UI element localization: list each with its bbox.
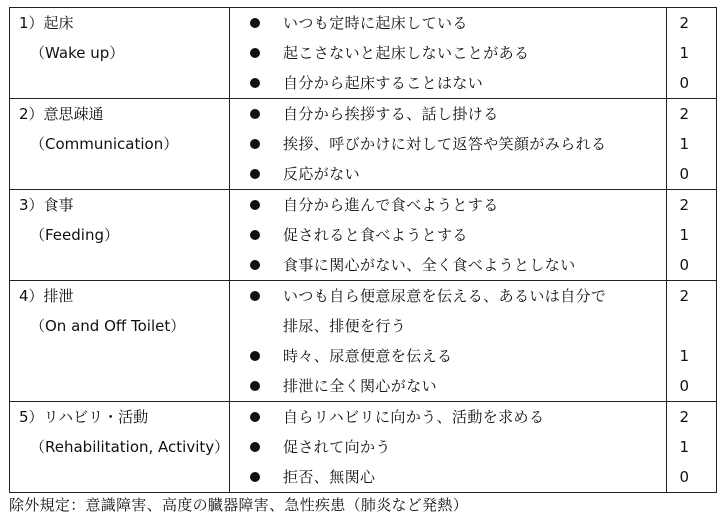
category-subtitle: （Wake up） (30, 44, 125, 62)
score-value: 1 (679, 347, 689, 365)
score-value: 1 (679, 135, 689, 153)
criterion-text: 時々、尿意便意を伝える (283, 347, 453, 365)
category-cell (10, 190, 230, 281)
bullet-icon (250, 472, 260, 482)
score-value: 2 (679, 14, 689, 32)
score-value: 0 (679, 377, 689, 395)
list-item (230, 281, 666, 341)
bullet-icon (250, 18, 260, 28)
criterion-text: 促されると食べようとする (283, 226, 468, 244)
score-value: 0 (679, 256, 689, 274)
criterion-text: 自分から進んで食べようとする (283, 196, 499, 214)
criterion-text: 自分から挨拶する、話し掛ける (283, 105, 499, 123)
bullet-icon (250, 109, 260, 119)
category-subtitle: （Feeding） (30, 226, 119, 244)
criteria-cell (230, 190, 667, 281)
score-cell (667, 99, 717, 190)
score-value: 2 (679, 105, 689, 123)
score-value: 0 (679, 74, 689, 92)
score-value: 1 (679, 44, 689, 62)
vitality-index-table (9, 7, 717, 493)
criterion-text: いつも定時に起床している (283, 14, 468, 32)
score-value: 1 (679, 438, 689, 456)
table-row (10, 190, 717, 281)
score-value: 1 (679, 226, 689, 244)
list-item (230, 341, 666, 371)
list-item (230, 8, 666, 38)
list-item (230, 220, 666, 250)
list-item (230, 371, 666, 401)
criterion-text: 自らリハビリに向かう、活動を求める (283, 408, 545, 426)
score-value: 2 (679, 408, 689, 426)
list-item (230, 68, 666, 98)
bullet-icon (250, 412, 260, 422)
category-title: 4）排泄 (19, 287, 74, 305)
criterion-text: 挨拶、呼びかけに対して返答や笑顔がみられる (283, 135, 607, 153)
criterion-text: 促されて向かう (283, 438, 391, 456)
criterion-text: いつも自ら便意尿意を伝える、あるいは自分で 排尿、排便を行う (283, 287, 607, 335)
list-item (230, 99, 666, 129)
criteria-cell (230, 281, 667, 402)
category-title: 3）食事 (19, 196, 74, 214)
list-item (230, 159, 666, 189)
bullet-icon (250, 291, 260, 301)
score-value: 0 (679, 468, 689, 486)
table-row (10, 8, 717, 99)
score-cell (667, 281, 717, 402)
score-cell (667, 8, 717, 99)
category-cell (10, 99, 230, 190)
list-item (230, 432, 666, 462)
criteria-cell (230, 8, 667, 99)
list-item (230, 250, 666, 280)
criterion-text: 反応がない (283, 165, 361, 183)
table-row (10, 99, 717, 190)
bullet-icon (250, 230, 260, 240)
category-cell (10, 281, 230, 402)
criteria-cell (230, 402, 667, 493)
category-subtitle: （Communication） (30, 135, 179, 153)
category-cell (10, 8, 230, 99)
bullet-icon (250, 442, 260, 452)
exclusion-footnote: 除外規定：意識障害、高度の臓器障害、急性疾患（肺炎など発熱） (9, 496, 469, 514)
criterion-text: 食事に関心がない、全く食べようとしない (283, 256, 576, 274)
category-subtitle: （On and Off Toilet） (30, 317, 186, 335)
list-item (230, 38, 666, 68)
score-value: 2 (679, 196, 689, 214)
category-title: 5）リハビリ・活動 (19, 408, 149, 426)
score-value: 0 (679, 165, 689, 183)
list-item (230, 402, 666, 432)
table-row (10, 281, 717, 402)
score-cell (667, 190, 717, 281)
criteria-cell (230, 99, 667, 190)
bullet-icon (250, 48, 260, 58)
score-cell (667, 402, 717, 493)
category-subtitle: （Rehabilitation, Activity） (30, 438, 230, 456)
list-item (230, 190, 666, 220)
bullet-icon (250, 139, 260, 149)
category-title: 2）意思疎通 (19, 105, 104, 123)
category-title: 1）起床 (19, 14, 74, 32)
criterion-text: 拒否、無関心 (283, 468, 376, 486)
score-value: 2 (679, 287, 689, 305)
bullet-icon (250, 260, 260, 270)
bullet-icon (250, 351, 260, 361)
table-row (10, 402, 717, 493)
category-cell (10, 402, 230, 493)
list-item (230, 462, 666, 492)
bullet-icon (250, 169, 260, 179)
criterion-text: 起こさないと起床しないことがある (283, 44, 530, 62)
bullet-icon (250, 381, 260, 391)
bullet-icon (250, 200, 260, 210)
criterion-text: 排泄に全く関心がない (283, 377, 438, 395)
bullet-icon (250, 78, 260, 88)
list-item (230, 129, 666, 159)
criterion-text: 自分から起床することはない (283, 74, 484, 92)
